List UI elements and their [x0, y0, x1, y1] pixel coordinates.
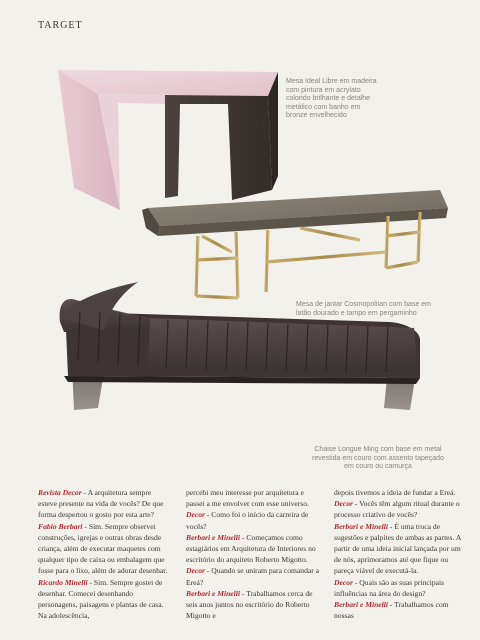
caption-side-table: Mesa Ideal Libre em madeira com pintura em acrylato colorido brilhante e detalhe metálico com banho em bronze envelhecido	[286, 78, 377, 120]
paragraph	[334, 487, 468, 498]
paragraph	[334, 577, 468, 599]
paragraph	[186, 588, 320, 622]
paragraph	[38, 521, 172, 577]
interview-text	[38, 487, 468, 621]
paragraph-text: Sim. Sempre observei construções, igrejas e outras obras desde criança, além de executar maquetes com qualquer tipo de caixa ou embalagem que fosse para o lixo, além de adorar desenhar.	[38, 521, 168, 576]
paragraph	[186, 509, 320, 531]
speaker-label: Ricardo Minelli -	[38, 577, 93, 587]
paragraph-text: percebi meu interesse por arquitetura e passei a me envolver com esse universo.	[186, 488, 309, 509]
paragraph-text: Quando se uniram para comandar a Ereá?	[186, 566, 320, 587]
speaker-label: Decor -	[186, 510, 210, 520]
speaker-label: Berbari e Minelli -	[186, 588, 245, 598]
paragraph-text: Como foi o início da carreira de vocês?	[186, 510, 309, 531]
text-column-2	[186, 487, 320, 621]
paragraph-text: Começamos como estagiários em Arquitetura de Interiores no escritório do arquiteto Roberto Migotto.	[186, 532, 316, 565]
caption-chaise-longue: Chaise Longue Ming com base em metal revestida em couro com assento tapeçado em couro ou camurça	[312, 446, 444, 471]
caption-dining-table: Mesa de jantar Cosmopolitan com base em latão dourado e tampo em pergaminho	[296, 301, 432, 317]
section-label: TARGET	[38, 20, 83, 31]
dining-table-image	[142, 190, 448, 298]
paragraph	[334, 498, 468, 520]
paragraph-text: A arquitetura sempre esteve presente na vida de vocês? De que forma despertou o gosto por esta arte?	[38, 488, 164, 520]
speaker-label: Decor -	[334, 577, 358, 587]
paragraph	[334, 521, 468, 577]
text-column-3	[334, 487, 468, 621]
side-table-image	[58, 70, 278, 210]
paragraph-text: É uma troca de sugestões e palpites de ambas as partes. A partir de uma ideia inicial lançada por um de nós, aprimoramos até que fique ou pareça viável de executá-la.	[334, 521, 461, 576]
paragraph	[186, 532, 320, 566]
speaker-label: Berbari e Minelli -	[334, 521, 393, 531]
paragraph-text: Trabalhamos cerca de seis anos juntos no escritório do Roberto Migotto e	[186, 588, 313, 621]
speaker-label: Revista Decor -	[38, 488, 87, 497]
paragraph-text: Vocês têm algum ritual durante o processo criativo de vocês?	[334, 499, 460, 520]
paragraph	[38, 577, 172, 622]
paragraph-text: depois tivemos a ideia de fundar a Ereá.	[334, 488, 456, 497]
speaker-label: Berbari e Minelli -	[186, 532, 245, 542]
paragraph-text: Trabalhamos com nossas	[334, 600, 449, 621]
paragraph	[186, 487, 320, 509]
paragraph	[38, 487, 172, 521]
speaker-label: Berbari e Minelli -	[334, 600, 393, 610]
paragraph	[186, 565, 320, 587]
speaker-label: Decor -	[334, 499, 358, 509]
text-column-1	[38, 487, 172, 621]
paragraph	[334, 599, 468, 621]
paragraph-text: Quais são as suas principais influências na área do design?	[334, 577, 445, 598]
speaker-label: Fabio Berbari -	[38, 521, 87, 531]
speaker-label: Decor -	[186, 566, 210, 576]
paragraph-text: Sim. Sempre gostei de desenhar. Comecei desenhando personagens, paisagens e plantas de casa. Na adolescência,	[38, 577, 164, 621]
